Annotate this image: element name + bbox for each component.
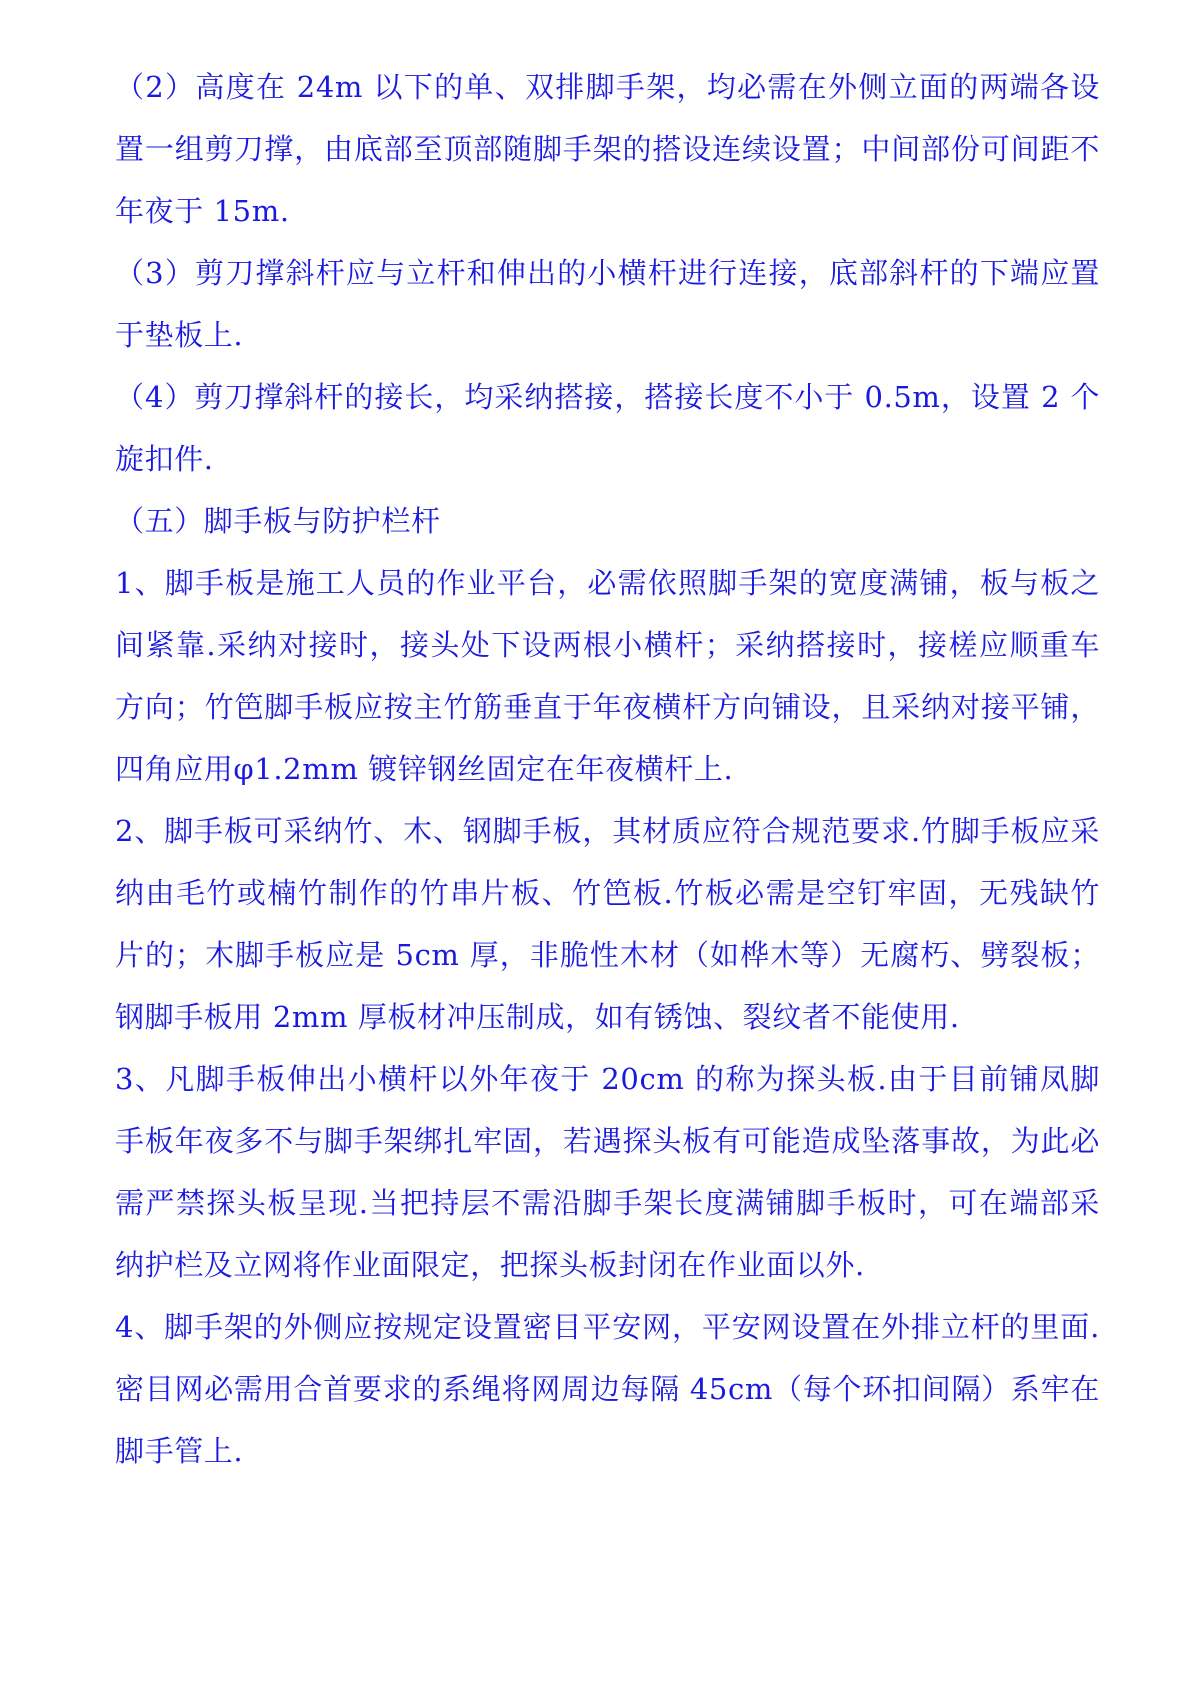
paragraph-point-2: 2、脚手板可采纳竹、木、钢脚手板，其材质应符合规范要求.竹脚手板应采纳由毛竹或楠竹制作的竹串片板、竹笆板.竹板必需是空钉牢固，无残缺竹片的；木脚手板应是 5cm 厚，非脆性木材（如桦木等）无腐朽、劈裂板；钢脚手板用 2mm 厚板材冲压制成，如有锈蚀、裂纹者不能使用. <box>115 814 1100 1034</box>
paragraph-item-4: （4）剪刀撑斜杆的接长，均采纳搭接，搭接长度不小于 0.5m，设置 2 个旋扣件. <box>115 380 1100 476</box>
section-heading-5: （五）脚手板与防护栏杆 <box>115 504 441 538</box>
paragraph-point-3: 3、凡脚手板伸出小横杆以外年夜于 20cm 的称为探头板.由于目前铺凤脚手板年夜多不与脚手架绑扎牢固，若遇探头板有可能造成坠落事故，为此必需严禁探头板呈现.当把持层不需沿脚手架长度满铺脚手板时，可在端部采纳护栏及立网将作业面限定，把探头板封闭在作业面以外. <box>115 1062 1100 1282</box>
paragraph-item-2: （2）高度在 24m 以下的单、双排脚手架，均必需在外侧立面的两端各设置一组剪刀撑，由底部至顶部随脚手架的搭设连续设置；中间部份可间距不年夜于 15m. <box>115 70 1100 228</box>
document-body <box>115 56 1100 1482</box>
paragraph-point-4: 4、脚手架的外侧应按规定设置密目平安网，平安网设置在外排立杆的里面.密目网必需用合首要求的系绳将网周边每隔 45cm（每个环扣间隔）系牢在脚手管上. <box>115 1310 1100 1468</box>
paragraph-point-1: 1、脚手板是施工人员的作业平台，必需依照脚手架的宽度满铺，板与板之间紧靠.采纳对接时，接头处下设两根小横杆；采纳搭接时，接槎应顺重车方向；竹笆脚手板应按主竹筋垂直于年夜横杆方向铺设，且采纳对接平铺，四角应用φ1.2mm 镀锌钢丝固定在年夜横杆上. <box>115 566 1100 786</box>
paragraph-item-3: （3）剪刀撑斜杆应与立杆和伸出的小横杆进行连接，底部斜杆的下端应置于垫板上. <box>115 256 1100 352</box>
